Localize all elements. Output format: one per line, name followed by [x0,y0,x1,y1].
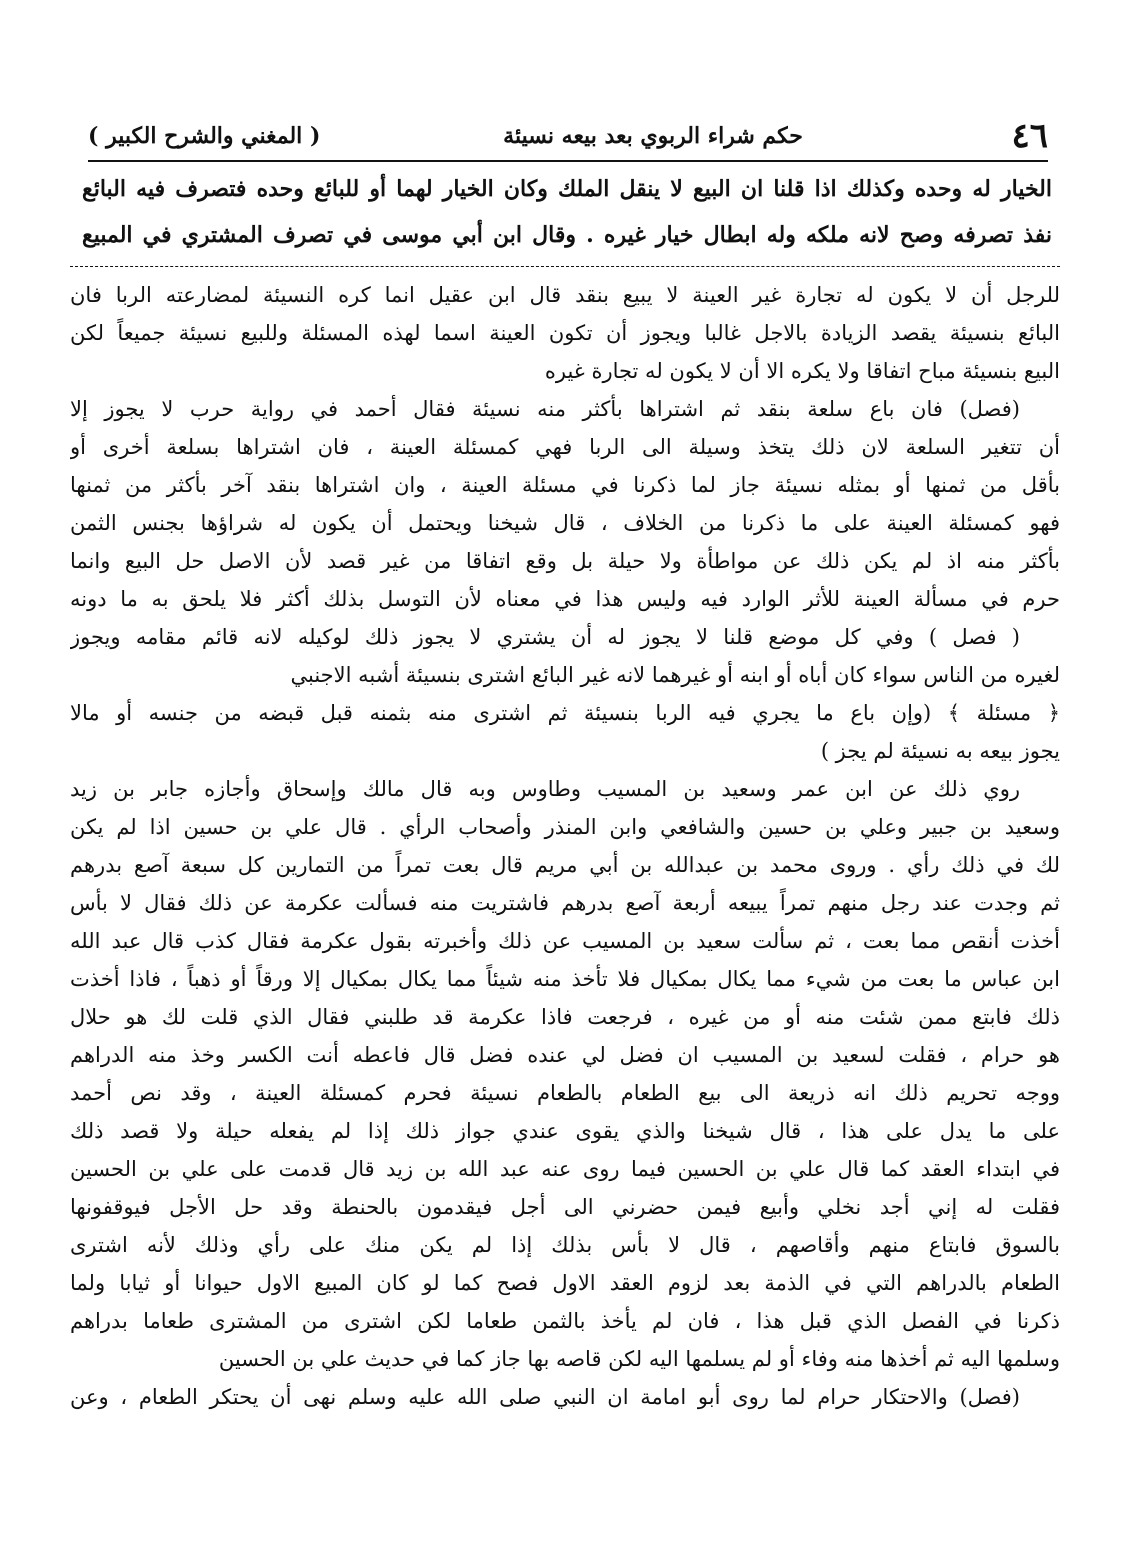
text-line: على ما يدل على هذا ، قال شيخنا والذي يقوى عندي جواز ذلك إذا لم يفعله حيلة ولا قصد ذلك [70,1119,1060,1143]
main-commentary-text [82,166,1052,258]
text-line: الطعام بالدراهم التي في الذمة بعد لزوم العقد الاول فصح كما لو كان المبيع الاول حيوانا أو ثيابا ولما [70,1271,1060,1295]
text-line: ﴿ مسئلة ﴾ (وإن باع ما يجري فيه الربا بنسيئة ثم اشترى منه بثمنه قبل قبضه من جنسه أو مالا [70,701,1060,725]
text-line: في ابتداء العقد كما قال علي بن الحسين فيما روى عنه عبد الله بن زيد قال قدمت على علي بن الحسين [70,1157,1060,1181]
text-line: ابن عباس ما بعت من شيء مما يكال بمكيال فلا تأخذ منه شيئاً مما يكال بمكيال إلا ورقاً أو ذهباً ، فاذا أخذت [70,967,1060,991]
text-line: ( فصل ) وفي كل موضع قلنا لا يجوز له أن يشتري لا يجوز ذلك لوكيله لانه قائم مقامه ويجوز [70,625,1020,649]
text-line: لك في ذلك رأي . وروى محمد بن عبدالله بن أبي مريم قال بعت تمراً من التمارين كل سبعة آصع بدرهم [70,853,1060,877]
text-line: ووجه تحريم ذلك انه ذريعة الى بيع الطعام بالطعام نسيئة فحرم كمسئلة العينة ، وقد نص أحمد [70,1081,1060,1105]
text-line: بأقل من ثمنها أو بمثله نسيئة جاز لما ذكرنا في مسئلة العينة ، وان اشتراها بنقد آخر بأكثر من ثمنها [70,473,1060,497]
text-line: روي ذلك عن ابن عمر وسعيد بن المسيب وطاوس وبه قال مالك وإسحاق وأجازه جابر بن زيد [70,777,1020,801]
header-rule [88,160,1048,162]
text-line: حرم في مسألة العينة للأثر الوارد فيه وليس هذا في معناه لأن التوسل بذلك أكثر فلا يلحق به ما دونه [70,587,1060,611]
text-line: أخذت أنقص مما بعت ، ثم سألت سعيد بن المسيب عن ذلك وأخبرته بقول عكرمة فقال كذب قال عبد الله [70,929,1060,953]
text-line: (فصل) والاحتكار حرام لما روى أبو امامة ان النبي صلى الله عليه وسلم نهى أن يحتكر الطعام ، وعن [70,1385,1020,1409]
text-line: ذكرنا في الفصل الذي قبل هذا ، فان لم يأخذ بالثمن طعاما لكن اشترى من المشترى طعاما بدراهم [70,1309,1060,1333]
book-title: ( المغني والشرح الكبير ) [88,123,321,149]
chapter-title: حكم شراء الربوي بعد بيعه نسيئة [503,123,803,149]
section-divider [70,266,1060,267]
text-line: للرجل أن لا يكون له تجارة غير العينة لا يبيع بنقد قال ابن عقيل انما كره النسيئة لمضارعته الربا فان [70,283,1060,307]
text-line: الخيار له وحده وكذلك اذا قلنا ان البيع لا ينقل الملك وكان الخيار لهما أو للبائع وحده فتصرف فيه البائع [82,176,1052,202]
text-line: أن تتغير السلعة لان ذلك يتخذ وسيلة الى الربا فهي كمسئلة العينة ، فان اشتراها بسلعة أخرى أو [70,435,1060,459]
text-line: وسعيد بن جبير وعلي بن حسين والشافعي وابن المنذر وأصحاب الرأي . قال علي بن حسين اذا لم يكن [70,815,1060,839]
body-text [70,276,1060,1416]
text-line: نفذ تصرفه وصح لانه ملكه وله ابطال خيار غيره . وقال ابن أبي موسى في تصرف المشتري في المبيع [82,222,1052,248]
text-line: فهو كمسئلة العينة على ما ذكرنا من الخلاف ، قال شيخنا ويحتمل أن يكون له شراؤها بجنس الثمن [70,511,1060,535]
text-line: لغيره من الناس سواء كان أباه أو ابنه أو غيرهما لانه غير البائع اشترى بنسيئة أشبه الاجنبي [290,663,1060,687]
text-line: (فصل) فان باع سلعة بنقد ثم اشتراها بأكثر منه نسيئة فقال أحمد في رواية حرب لا يجوز إلا [70,397,1020,421]
page-number: ٤٦ [1011,116,1048,156]
text-line: ثم وجدت عند رجل منهم تمراً يبيعه أربعة آصع بدرهم فاشتريت منه فسألت عكرمة عن ذلك فقال لا بأس [70,891,1060,915]
text-line: بأكثر منه اذ لم يكن ذلك عن مواطأة ولا حيلة بل وقع اتفاقا من غير قصد لأن الاصل حل البيع وانما [70,549,1060,573]
text-line: يجوز بيعه به نسيئة لم يجز ) [820,739,1060,763]
text-line: بالسوق فابتاع منهم وأقاصهم ، قال لا بأس بذلك إذا لم يكن منك على رأي وذلك لأنه اشترى [70,1233,1060,1257]
text-line: وسلمها اليه ثم أخذها منه وفاء أو لم يسلمها اليه لكن قاصه بها جاز كما في حديث علي بن الحسين [218,1347,1060,1371]
text-line: هو حرام ، فقلت لسعيد بن المسيب ان فضل لي عنده فضل قال فاعطه أنت الكسر وخذ منه الدراهم [70,1043,1060,1067]
text-line: ذلك فابتع ممن شئت منه أو من غيره ، فرجعت فاذا عكرمة قد طلبني فقال الذي قلت لك هو حلال [70,1005,1060,1029]
page-header [88,112,1048,160]
text-line: البائع بنسيئة يقصد الزيادة بالاجل غالبا ويجوز أن تكون العينة اسما لهذه المسئلة وللبيع نسيئة جميعاً لكن [70,321,1060,345]
text-line: البيع بنسيئة مباح اتفاقا ولا يكره الا أن لا يكون له تجارة غيره [544,359,1060,383]
text-line: فقلت له إني أجد نخلي وأبيع فيمن حضرني الى أجل فيقدمون بالحنطة وقد حل الأجل فيوقفونها [70,1195,1060,1219]
